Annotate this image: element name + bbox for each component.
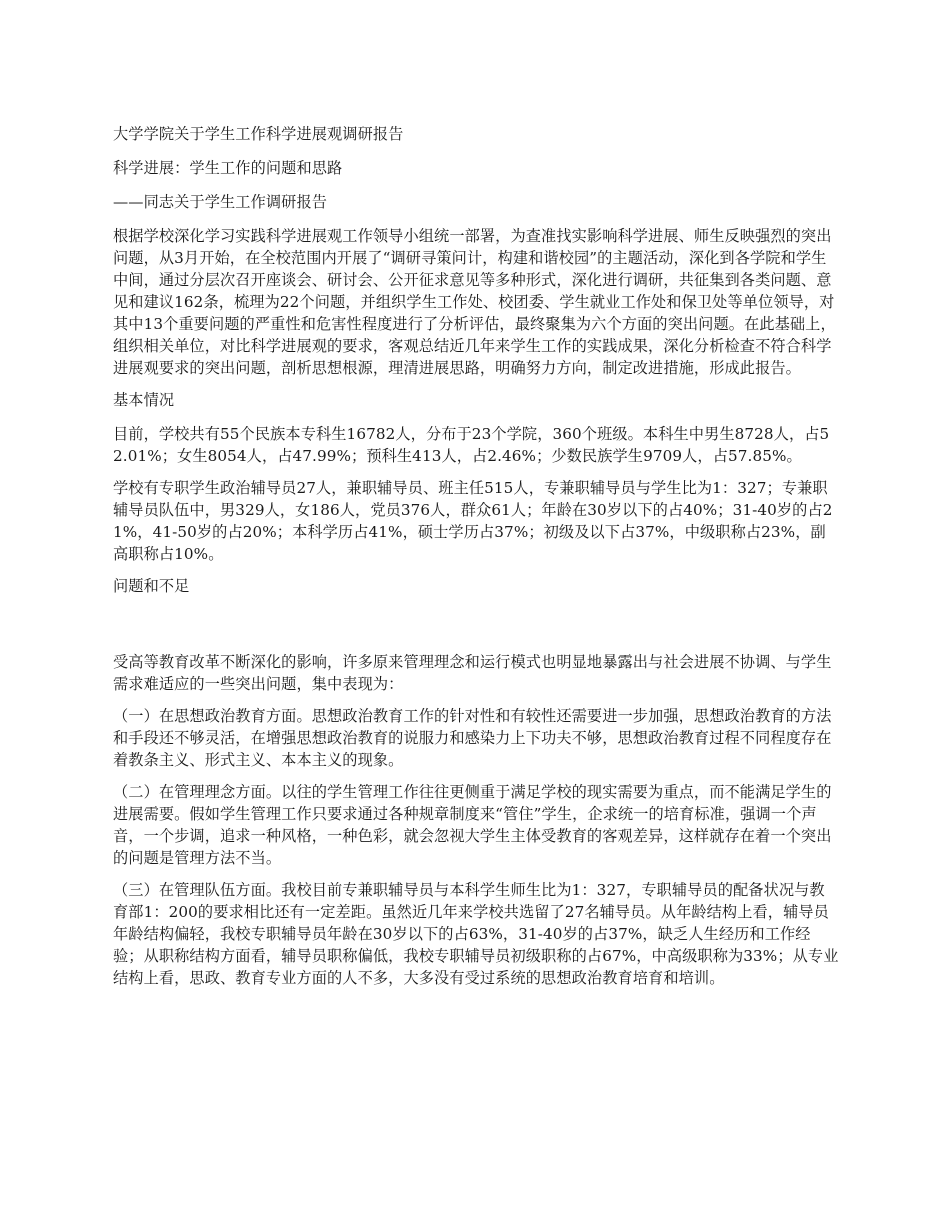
section-heading-basic-situation: 基本情况: [113, 391, 175, 409]
problems-intro-paragraph: 受高等教育改革不断深化的影响，许多原来管理理念和运行模式也明显地暴露出与社会进展不协调、与学生需求难适应的一些突出问题，集中表现为：: [113, 653, 832, 693]
basic-situation-paragraph-1: 目前，学校共有55个民族本专科生16782人，分布于23个学院，360个班级。本科生中男生8728人，占52.01%；女生8054人，占47.99%；预科生413人，占2.46%；少数民族学生9709人，占57.85%。: [113, 425, 830, 465]
document-title: 大学学院关于学生工作科学进展观调研报告: [113, 125, 404, 143]
section-spacer: [113, 609, 839, 651]
problems-item-3: （三）在管理队伍方面。我校目前专兼职辅导员与本科学生师生比为1：327，专职辅导员的配备状况与教育部1：200的要求相比还有一定差距。虽然近几年来学校共选留了27名辅导员。从年龄结构上看，辅导员年龄结构偏轻，我校专职辅导员年龄在30岁以下的占63%，31-40岁的占37%，缺乏人生经历和工作经验；从职称结构方面看，辅导员职称偏低，我校专职辅导员初级职称的占67%，中高级职称为33%；从专业结构上看，思政、教育专业方面的人不多，大多没有受过系统的思想政治教育培育和培训。: [113, 881, 839, 987]
document-page: [113, 123, 839, 999]
basic-situation-paragraph-2: 学校有专职学生政治辅导员27人，兼职辅导员、班主任515人，专兼职辅导员与学生比为1：327；专兼职辅导员队伍中，男329人，女186人，党员376人，群众61人；年龄在30岁以下的占40%；31-40岁的占21%，41-50岁的占20%；本科学历占41%，硕士学历占37%；初级及以下占37%，中级职称占23%，副高职称占10%。: [113, 479, 833, 563]
problems-item-1: （一）在思想政治教育方面。思想政治教育工作的针对性和有较性还需要进一步加强，思想政治教育的方法和手段还不够灵活，在增强思想政治教育的说服力和感染力上下功夫不够，思想政治教育过程不同程度存在着教条主义、形式主义、本本主义的现象。: [113, 707, 832, 769]
section-heading-problems: 问题和不足: [113, 577, 190, 595]
document-subtitle: 科学进展：学生工作的问题和思路: [113, 159, 343, 177]
document-byline: ——同志关于学生工作调研报告: [113, 193, 328, 211]
problems-item-2: （二）在管理理念方面。以往的学生管理工作往往更侧重于满足学校的现实需要为重点，而不能满足学生的进展需要。假如学生管理工作只要求通过各种规章制度来“管住”学生，企求统一的培育标准，强调一个声音，一个步调，追求一种风格，一种色彩，就会忽视大学生主体受教育的客观差异，这样就存在着一个突出的问题是管理方法不当。: [113, 783, 832, 867]
intro-paragraph: 根据学校深化学习实践科学进展观工作领导小组统一部署，为查准找实影响科学进展、师生反映强烈的突出问题，从3月开始，在全校范围内开展了“调研寻策问计，构建和谐校园”的主题活动，深化到各学院和学生中间，通过分层次召开座谈会、研讨会、公开征求意见等多种形式，深化进行调研，共征集到各类问题、意见和建议162条，梳理为22个问题，并组织学生工作处、校团委、学生就业工作处和保卫处等单位领导，对其中13个重要问题的严重性和危害性程度进行了分析评估，最终聚集为六个方面的突出问题。在此基础上，组织相关单位，对比科学进展观的要求，客观总结近几年来学生工作的实践成果，深化分析检查不符合科学进展观要求的突出问题，剖析思想根源，理清进展思路，明确努力方向，制定改进措施，形成此报告。: [113, 227, 836, 377]
